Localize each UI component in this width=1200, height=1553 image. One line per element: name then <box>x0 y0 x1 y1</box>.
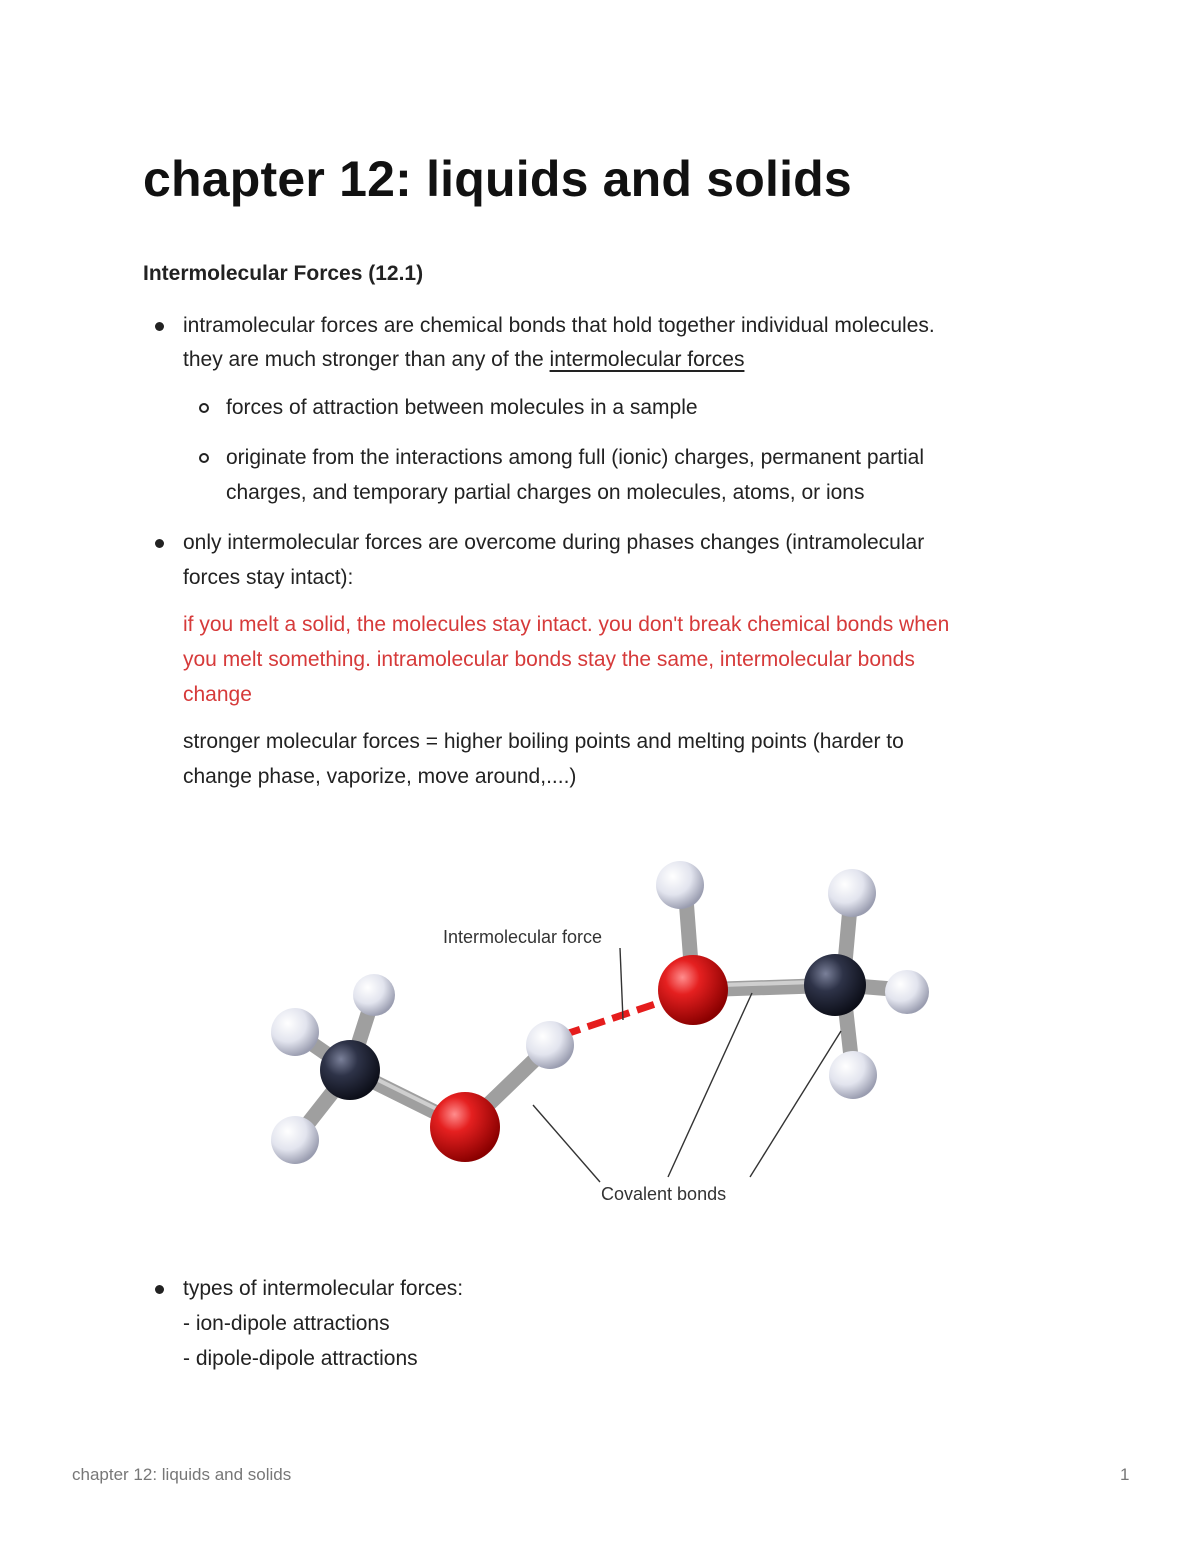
oxygen-atom <box>430 1092 500 1162</box>
footer-title: chapter 12: liquids and solids <box>72 1465 292 1484</box>
bullet-2-line-1: only intermolecular forces are overcome during phases changes (intramolecular <box>183 531 925 554</box>
bullet-3-line-1: types of intermolecular forces: <box>183 1277 464 1300</box>
covalent-bonds-label: Covalent bonds <box>601 1184 727 1204</box>
carbon-atom <box>804 954 866 1016</box>
sub-bullet-2-line-2: charges, and temporary partial charges on molecules, atoms, or ions <box>226 481 865 504</box>
bullet-dot <box>155 322 164 331</box>
hydrogen-atom <box>271 1116 319 1164</box>
sub-bullet-circle <box>199 403 209 413</box>
hydrogen-atom <box>656 861 704 909</box>
carbon-atom <box>320 1040 380 1100</box>
hydrogen-atom <box>353 974 395 1016</box>
note-line-2: you melt something. intramolecular bonds stay the same, intermolecular bonds <box>183 648 915 671</box>
bullet-3-line-3: - dipole-dipole attractions <box>183 1347 418 1370</box>
hydrogen-atom <box>828 869 876 917</box>
bullet-1-line-1: intramolecular forces are chemical bonds that hold together individual molecules. <box>183 314 935 337</box>
bullet-1-line-2 <box>183 342 744 377</box>
note-line-1: if you melt a solid, the molecules stay intact. you don't break chemical bonds when <box>183 613 950 636</box>
stronger-line-1: stronger molecular forces = higher boiling points and melting points (harder to <box>183 730 904 753</box>
hydrogen-atom <box>526 1021 574 1069</box>
bullet-2-line-2: forces stay intact): <box>183 566 354 589</box>
hydrogen-atom <box>271 1008 319 1056</box>
sub-bullet-2-line-1: originate from the interactions among full (ionic) charges, permanent partial <box>226 446 925 469</box>
sub-bullet-1: forces of attraction between molecules in a sample <box>226 396 698 419</box>
hydrogen-atom <box>829 1051 877 1099</box>
covalent-bond-sticks <box>295 885 905 1140</box>
hydrogen-atom <box>885 970 929 1014</box>
intermolecular-force-label: Intermolecular force <box>443 927 603 947</box>
intermolecular-forces-link[interactable]: intermolecular forces <box>549 348 745 371</box>
section-heading: Intermolecular Forces (12.1) <box>143 262 424 285</box>
page-title: chapter 12: liquids and solids <box>143 151 852 207</box>
note-line-3: change <box>183 683 252 706</box>
intermolecular-force-dash <box>563 1000 667 1035</box>
sub-bullet-circle <box>199 453 209 463</box>
bullet-dot <box>155 1285 164 1294</box>
bullet-dot <box>155 539 164 548</box>
methanol-hydrogen-bond-figure <box>255 855 945 1215</box>
oxygen-atom <box>658 955 728 1025</box>
page-number: 1 <box>1120 1465 1130 1484</box>
stronger-line-2: change phase, vaporize, move around,....) <box>183 765 577 788</box>
bullet-3-line-2: - ion-dipole attractions <box>183 1312 390 1335</box>
bullet-1-line-2-text: they are much stronger than any of the <box>183 348 550 371</box>
